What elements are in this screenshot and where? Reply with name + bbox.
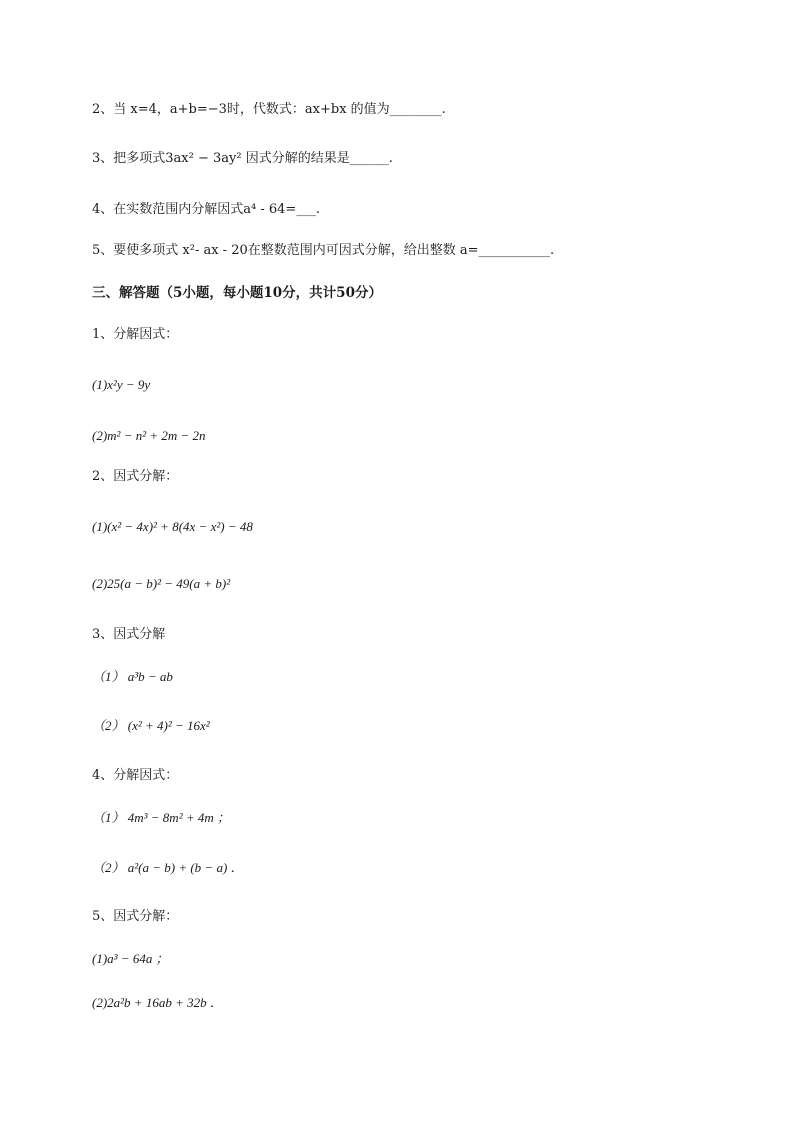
fill-in-question-3: 3、把多项式3ax² − 3ay² 因式分解的结果是______. (92, 151, 393, 166)
fill-in-question-4: 4、在实数范围内分解因式a⁴ - 64=___. (92, 202, 320, 217)
problem-3-title: 3、因式分解 (92, 627, 166, 642)
problem-2-title: 2、因式分解： (92, 469, 179, 484)
problem-5-part-1: (1)a³ − 64a ； (92, 951, 169, 966)
problem-4-part-1: （1） 4m³ − 8m² + 4m ； (92, 810, 231, 825)
problem-2-part-2: (2)25(a − b)² − 49(a + b)² (92, 576, 231, 591)
problem-2-part-1: (1)(x² − 4x)² + 8(4x − x²) − 48 (92, 519, 253, 534)
problem-3-part-1: （1） a³b − ab (92, 669, 173, 684)
problem-4-title: 4、分解因式： (92, 768, 179, 783)
problem-3-part-2: （2） (x² + 4)² − 16x² (92, 718, 210, 733)
problem-4-part-2: （2） a²(a − b) + (b − a) ． (92, 860, 244, 875)
fill-in-question-2: 2、当 x=4，a+b=−3时，代数式：ax+bx 的值为________. (92, 102, 446, 117)
problem-1-title: 1、分解因式： (92, 327, 179, 342)
section-title: 三、解答题（5小题，每小题10分，共计50分） (92, 285, 382, 301)
problem-1-part-1: (1)x²y − 9y (92, 377, 151, 392)
problem-5-part-2: (2)2a²b + 16ab + 32b ． (92, 995, 223, 1010)
problem-5-title: 5、因式分解： (92, 909, 179, 924)
fill-in-question-5: 5、要使多项式 x²- ax - 20在整数范围内可因式分解，给出整数 a=___________. (92, 243, 555, 258)
problem-1-part-2: (2)m² − n² + 2m − 2n (92, 428, 206, 443)
